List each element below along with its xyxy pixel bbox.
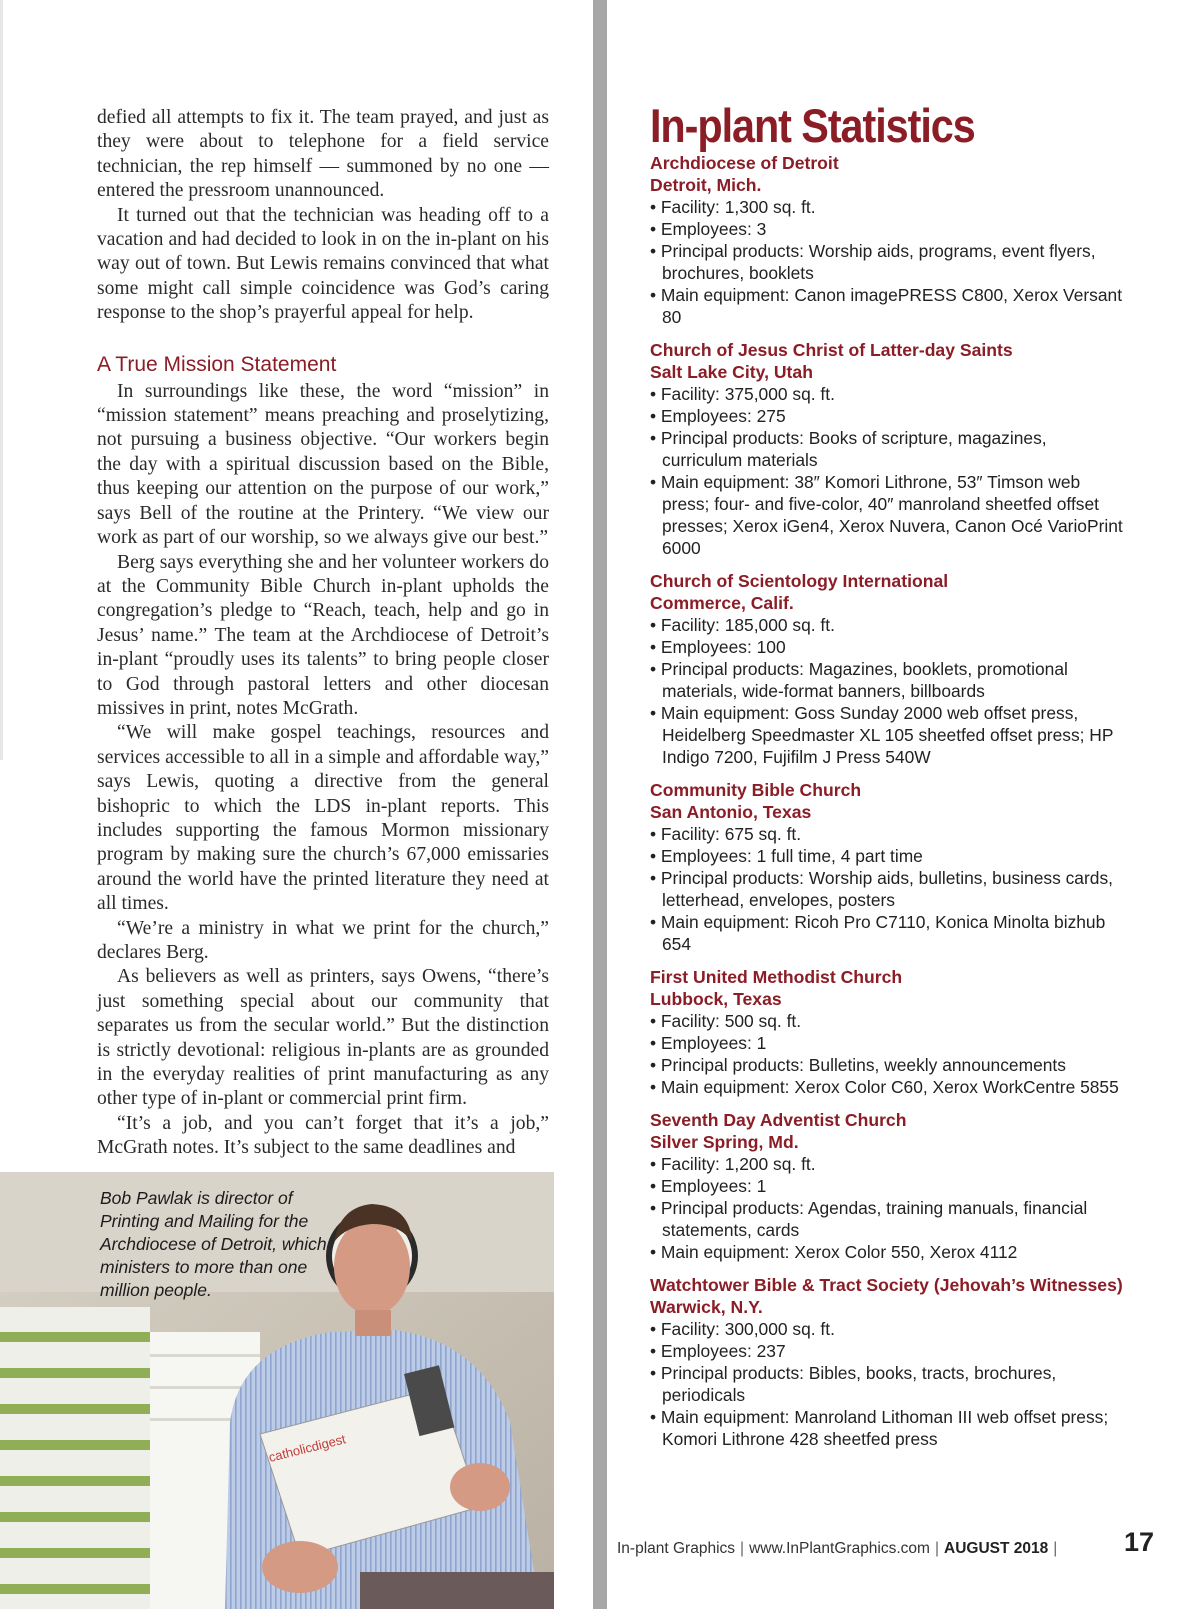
sidebar-title: In-plant Statistics: [650, 99, 975, 152]
organization-name: First United Methodist Church: [650, 967, 903, 987]
footer-separator: |: [740, 1540, 745, 1557]
paragraph: It turned out that the technician was heading off to a vacation and had decided to look in on the in-plant on his way out of town. But Lewis remains convinced that what some might call simple coincidence was God’s caring response to the shop’s prayerful appeal for help.: [97, 204, 549, 324]
fact-list: [650, 823, 1130, 955]
stats-entry: [650, 339, 1130, 559]
organization-location: San Antonio, Texas: [650, 802, 812, 822]
article-body: [97, 106, 549, 1161]
fact-item: • Facility: 300,000 sq. ft.: [650, 1318, 1130, 1340]
fact-list: [650, 196, 1130, 328]
fact-item: • Employees: 3: [650, 218, 1130, 240]
paragraph: “It’s a job, and you can’t forget that it’s a job,” McGrath notes. It’s subject to the same deadlines and: [97, 1112, 549, 1159]
fact-item: • Main equipment: Manroland Lithoman III web offset press; Komori Lithrone 428 sheetfed press: [650, 1406, 1130, 1450]
photo-caption: Bob Pawlak is director of Printing and Mailing for the Archdiocese of Detroit, which ministers to more than one million people.: [100, 1188, 327, 1300]
issue-date: AUGUST 2018: [944, 1540, 1049, 1557]
organization-name: Church of Jesus Christ of Latter-day Saints: [650, 340, 1013, 360]
fact-list: [650, 383, 1130, 559]
publication-website[interactable]: www.InPlantGraphics.com: [749, 1540, 930, 1557]
paragraph: defied all attempts to fix it. The team prayed, and just as they were about to telephone for a field service technician, the rep himself — summoned by no one — entered the pressroom unannounced.: [97, 107, 549, 202]
paragraph: As believers as well as printers, says Owens, “there’s just something special about our community that separates us from the secular world.” But the distinction is strictly devotional: religious in-plants are as grounded in the everyday realities of print manufacturing as any other type of in-plant or commercial print firm.: [97, 966, 549, 1110]
publication-name: In-plant Graphics: [617, 1540, 736, 1557]
stats-entry: [650, 966, 1130, 1098]
organization-name: Community Bible Church: [650, 780, 862, 800]
fact-item: • Employees: 237: [650, 1340, 1130, 1362]
page-edge-shade: [0, 0, 3, 760]
fact-item: • Facility: 500 sq. ft.: [650, 1010, 1130, 1032]
stats-entry: [650, 1109, 1130, 1263]
fact-list: [650, 1318, 1130, 1450]
stats-entry: [650, 570, 1130, 768]
organization-location: Salt Lake City, Utah: [650, 362, 813, 382]
fact-list: [650, 1010, 1130, 1098]
organization-location: Warwick, N.Y.: [650, 1297, 763, 1317]
fact-item: • Employees: 1 full time, 4 part time: [650, 845, 1130, 867]
fact-list: [650, 614, 1130, 768]
footer-separator: |: [934, 1540, 939, 1557]
paper-stacks: [0, 1307, 260, 1609]
paragraph: In surroundings like these, the word “mission” in “mission statement” means preaching and proselytizing, not pursuing a business objective. “Our workers begin the day with a spiritual discussion based on the Bible, thus keeping our attention on the purpose of our work,” says Bell of the routine at the Printery. “We view our work as part of our worship, so we always give our best.”: [97, 380, 549, 549]
fact-item: • Principal products: Agendas, training manuals, financial statements, cards: [650, 1197, 1130, 1241]
fact-item: • Principal products: Magazines, booklets, promotional materials, wide-format banners, billboards: [650, 658, 1130, 702]
fact-item: • Employees: 1: [650, 1175, 1130, 1197]
organization-location: Detroit, Mich.: [650, 175, 762, 195]
fact-item: • Main equipment: Xerox Color C60, Xerox WorkCentre 5855: [650, 1076, 1130, 1098]
fact-item: • Main equipment: Xerox Color 550, Xerox 4112: [650, 1241, 1130, 1263]
stats-entry: [650, 1274, 1130, 1450]
fact-item: • Main equipment: Goss Sunday 2000 web offset press, Heidelberg Speedmaster XL 105 sheetfed offset press; HP Indigo 7200, Fujifilm J Press 540W: [650, 702, 1130, 768]
fact-item: • Principal products: Bulletins, weekly announcements: [650, 1054, 1130, 1076]
fact-item: • Principal products: Worship aids, programs, event flyers, brochures, booklets: [650, 240, 1130, 284]
page-number: 17: [1124, 1527, 1155, 1557]
paragraph: “We’re a ministry in what we print for the church,” declares Berg.: [97, 917, 549, 963]
paragraph: Berg says everything she and her volunteer workers do at the Community Bible Church in-plant upholds the congregation’s pledge to “Reach, teach, help and go in Jesus’ name.” The team at the Archdiocese of Detroit’s in-plant “proudly uses its talents” to bring people closer to God through pastoral letters and other diocesan missives in print, notes McGrath.: [97, 551, 549, 719]
fact-item: • Main equipment: 38″ Komori Lithrone, 53″ Timson web press; four- and five-color, 40″ manroland sheetfed offset presses; Xerox iGen4, Xerox Nuvera, Canon Océ VarioPrint 6000: [650, 471, 1130, 559]
stats-entry: [650, 779, 1130, 955]
fact-item: • Facility: 1,200 sq. ft.: [650, 1153, 1130, 1175]
page-footer: [617, 1540, 1062, 1558]
fact-item: • Employees: 275: [650, 405, 1130, 427]
fact-item: • Employees: 100: [650, 636, 1130, 658]
magazine-logo-text: catholicdigest: [267, 1431, 348, 1465]
organization-location: Silver Spring, Md.: [650, 1132, 799, 1152]
organization-location: Lubbock, Texas: [650, 989, 782, 1009]
organization-name: Seventh Day Adventist Church: [650, 1110, 907, 1130]
fact-item: • Facility: 1,300 sq. ft.: [650, 196, 1130, 218]
organization-name: Archdiocese of Detroit: [650, 153, 839, 173]
section-heading: A True Mission Statement: [97, 352, 337, 376]
fact-item: • Facility: 185,000 sq. ft.: [650, 614, 1130, 636]
column-divider: [593, 0, 607, 1609]
stats-sidebar: [650, 100, 1130, 1461]
fact-item: • Employees: 1: [650, 1032, 1130, 1054]
fact-item: • Principal products: Worship aids, bulletins, business cards, letterhead, envelopes, posters: [650, 867, 1130, 911]
fact-item: • Principal products: Books of scripture, magazines, curriculum materials: [650, 427, 1130, 471]
fact-list: [650, 1153, 1130, 1263]
organization-location: Commerce, Calif.: [650, 593, 794, 613]
footer-separator: |: [1053, 1540, 1058, 1557]
fact-item: • Principal products: Bibles, books, tracts, brochures, periodicals: [650, 1362, 1130, 1406]
fact-item: • Facility: 375,000 sq. ft.: [650, 383, 1130, 405]
stats-entry: [650, 152, 1130, 328]
paragraph: “We will make gospel teachings, resources and services accessible to all in a simple and affordable way,” says Lewis, quoting a directive from the general bishopric to which the LDS in-plant reports. This includes supporting the famous Mormon missionary program by making sure the church’s 67,000 emissaries around the world have the printed literature they need at all times.: [97, 722, 549, 915]
fact-item: • Main equipment: Canon imagePRESS C800, Xerox Versant 80: [650, 284, 1130, 328]
fact-item: • Main equipment: Ricoh Pro C7110, Konica Minolta bizhub 654: [650, 911, 1130, 955]
organization-name: Watchtower Bible & Tract Society (Jehovah’s Witnesses): [650, 1275, 1123, 1295]
fact-item: • Facility: 675 sq. ft.: [650, 823, 1130, 845]
organization-name: Church of Scientology International: [650, 571, 949, 591]
